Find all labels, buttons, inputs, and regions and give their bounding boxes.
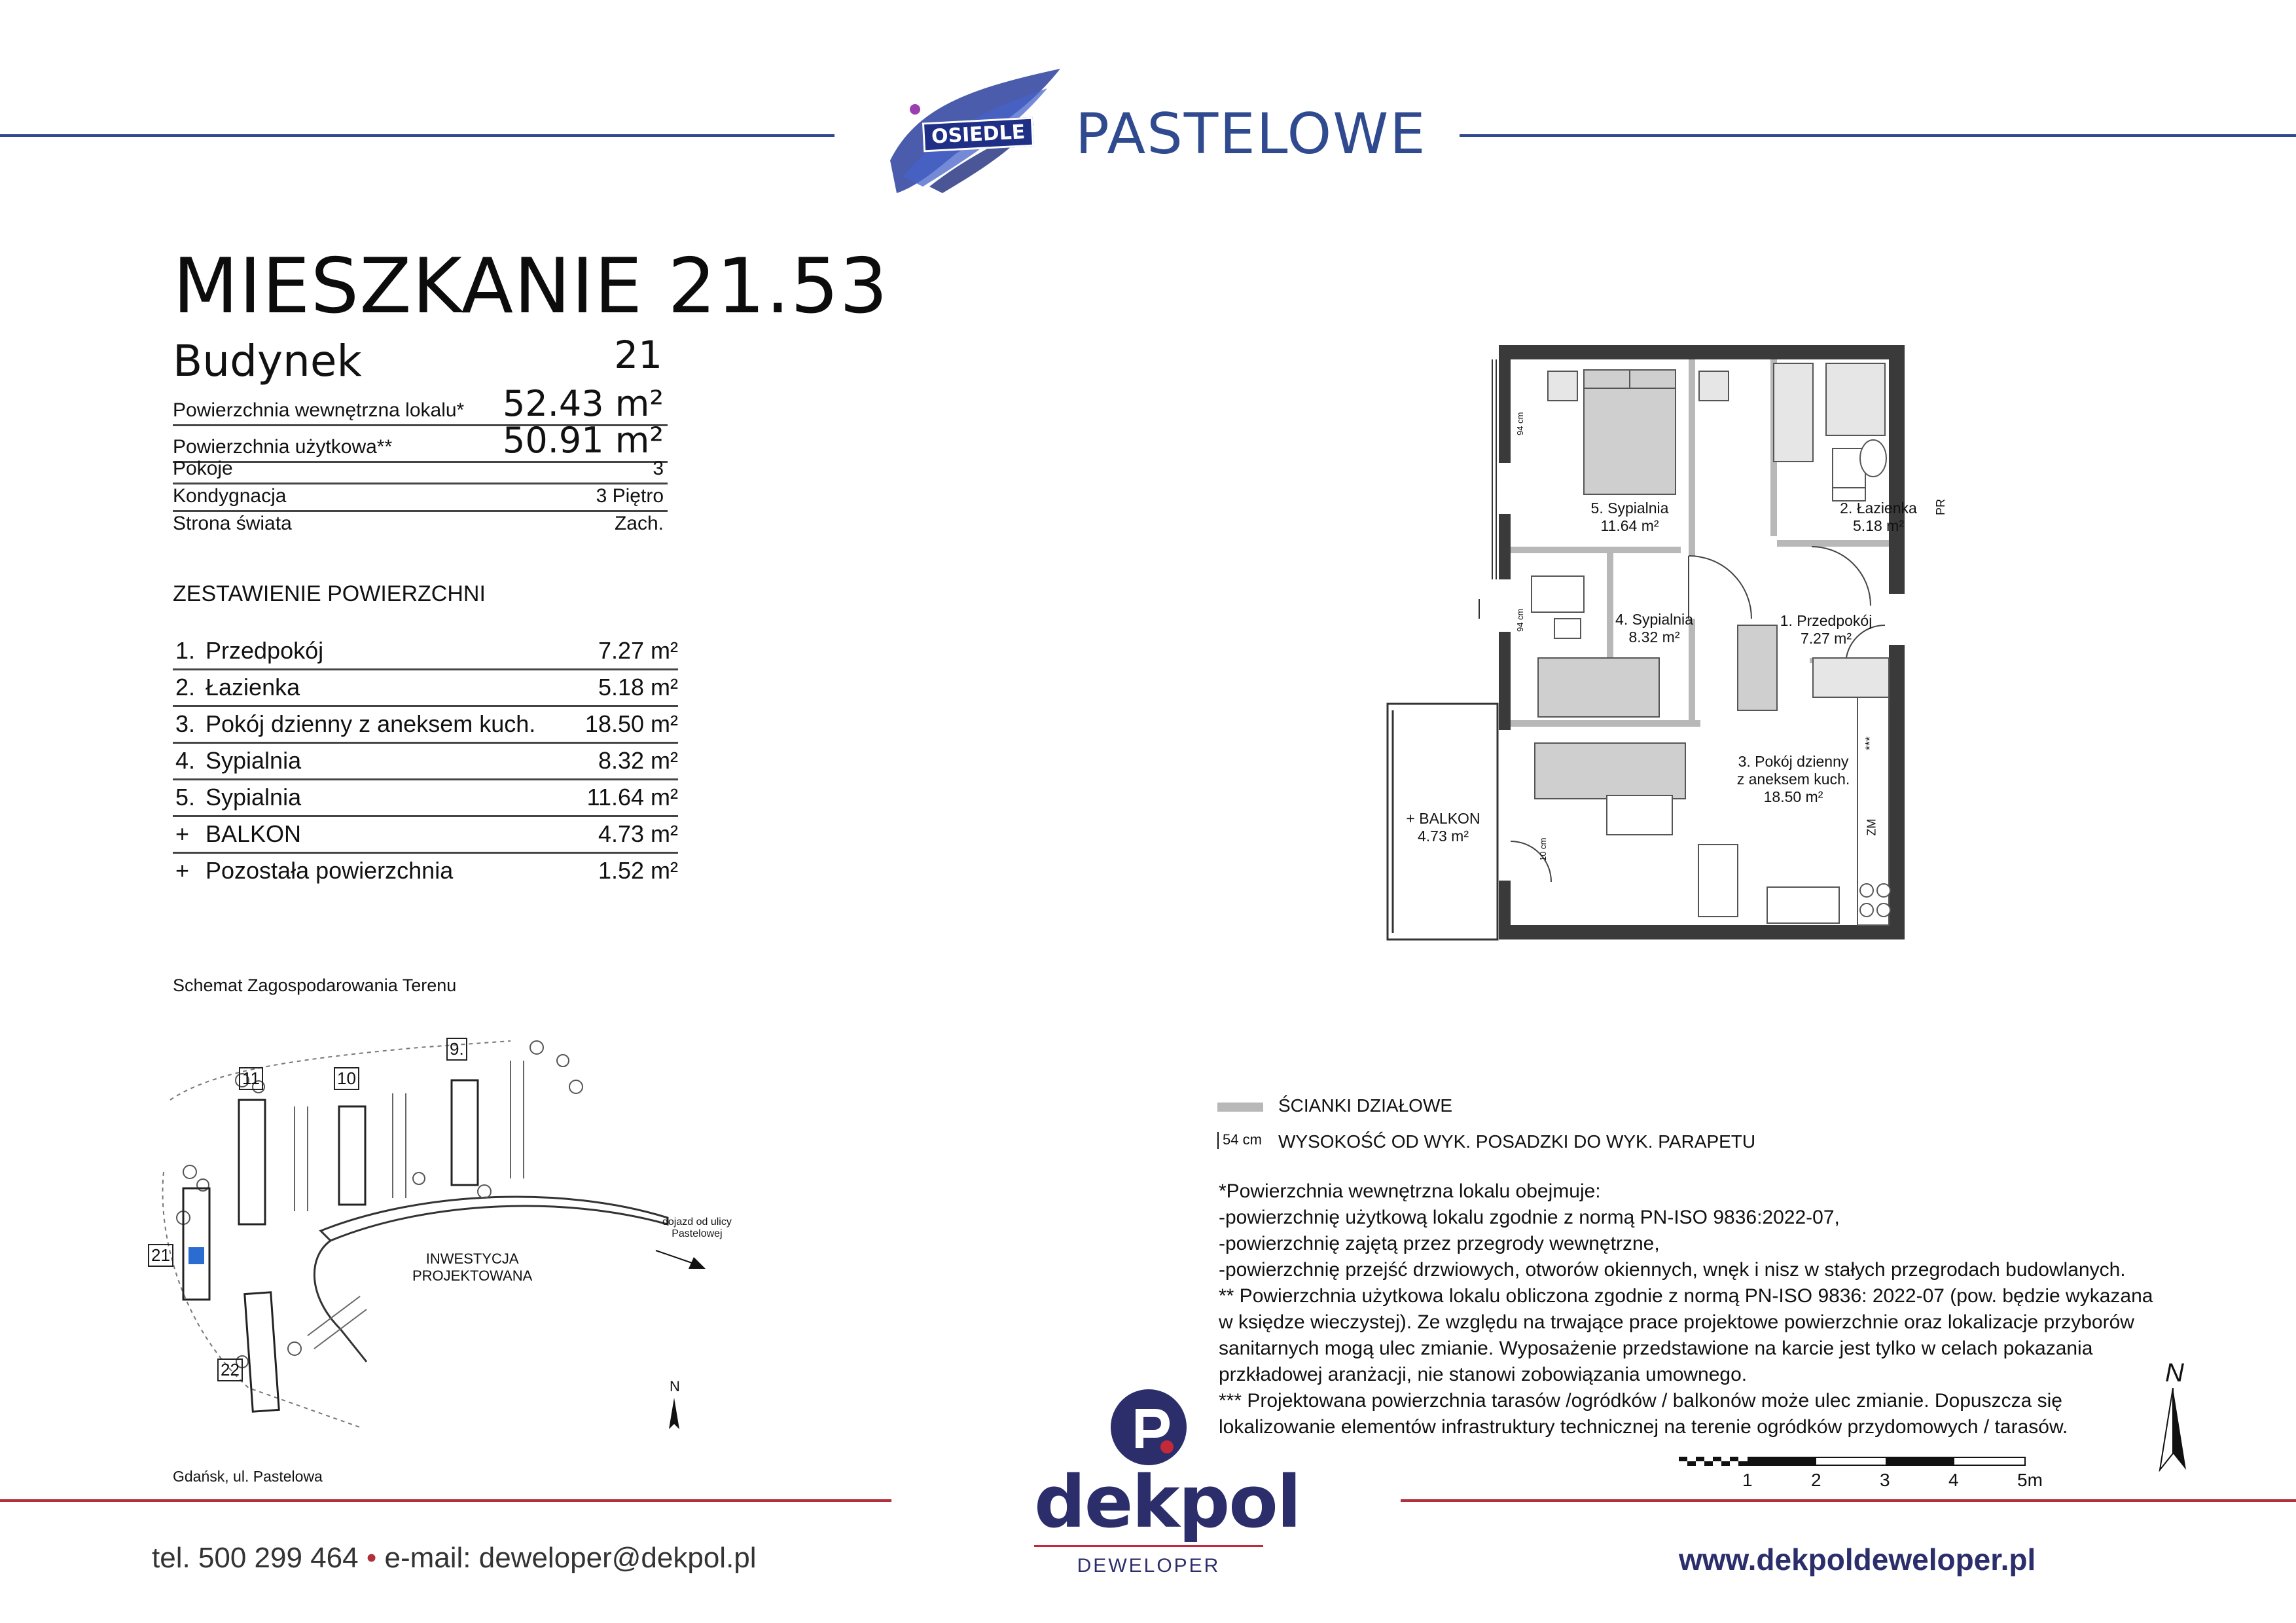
- balcony-area: 4.73 m²: [1418, 828, 1469, 845]
- summary-row: [173, 632, 678, 670]
- note-line: -powierzchnię zajętą przez przegrody wewnętrzne,: [1219, 1233, 1660, 1254]
- header-rule-left: [0, 134, 834, 137]
- room-4-name: 4. Sypialnia: [1615, 611, 1693, 628]
- summary-area: 7.27 m²: [598, 637, 678, 664]
- access-arrow-icon: [655, 1244, 707, 1277]
- developer-name: dekpol: [1034, 1460, 1300, 1544]
- sill-tag-icon: [1217, 1132, 1219, 1149]
- room-label-3: [1734, 753, 1852, 806]
- detail-label: Powierzchnia wewnętrzna lokalu*: [173, 399, 465, 421]
- footer-email[interactable]: e-mail: deweloper@dekpol.pl: [384, 1542, 757, 1574]
- footer-rule-right: [1401, 1499, 2296, 1502]
- building-marker-21: 21: [148, 1244, 173, 1267]
- investment-line2: PROJEKTOWANA: [412, 1267, 533, 1284]
- detail-value: 3 Piętro: [596, 485, 664, 507]
- detail-value: 3: [653, 458, 664, 479]
- building-marker-10: 10: [334, 1067, 359, 1090]
- tag-pr: PR: [1934, 498, 1947, 515]
- developer-logo: [1034, 1388, 1300, 1584]
- logo-badge: OSIEDLE: [922, 117, 1034, 153]
- access-line1: dojazd od ulicy: [662, 1216, 732, 1228]
- site-plan-heading: Schemat Zagospodarowania Terenu: [173, 976, 457, 995]
- room-label-1: [1774, 612, 1878, 647]
- legend-sill-tag: [1217, 1131, 1262, 1149]
- note-line: *Powierzchnia wewnętrzna lokalu obejmuje:: [1219, 1180, 1601, 1202]
- summary-heading: ZESTAWIENIE POWIERZCHNI: [173, 581, 486, 606]
- summary-area: 4.73 m²: [598, 820, 678, 847]
- room-3-name: 3. Pokój dzienny: [1738, 753, 1849, 770]
- scale-bar: [1679, 1457, 2026, 1466]
- summary-row: [173, 742, 678, 780]
- summary-area: 1.52 m²: [598, 857, 678, 884]
- dekpol-p-icon: [1109, 1388, 1188, 1467]
- summary-name: Przedpokój: [206, 637, 324, 664]
- scale-tick-label: 1: [1742, 1470, 1753, 1490]
- compass-label: N: [2165, 1359, 2184, 1387]
- tag-stars: ***: [1863, 736, 1877, 751]
- detail-value: Zach.: [614, 513, 664, 534]
- room-label-5: [1581, 500, 1679, 535]
- room-1-name: 1. Przedpokój: [1780, 612, 1873, 629]
- summary-name: Sypialnia: [206, 747, 302, 774]
- summary-num: 1.: [175, 637, 196, 664]
- note-line: sanitarnych mogą ulec zmianie. Wyposażenie przedstawione na karcie jest tylko w celach pokazania: [1219, 1338, 2093, 1359]
- scale-tick-label: 5m: [2017, 1470, 2043, 1490]
- tag-zm: ZM: [1865, 818, 1878, 836]
- brand-logo: [877, 62, 1073, 200]
- detail-label: Strona świata: [173, 513, 292, 534]
- summary-row: [173, 852, 678, 888]
- detail-label: Pokoje: [173, 458, 233, 479]
- note-line: *** Projektowana powierzchnia tarasów /ogródków / balkonów może ulec zmianie. Dopuszcza się: [1219, 1390, 2062, 1412]
- room-label-2: [1833, 500, 1924, 535]
- footer-phone[interactable]: tel. 500 299 464: [152, 1542, 359, 1574]
- balcony-name: + BALKON: [1406, 810, 1480, 827]
- legend-sill-label: WYSOKOŚĆ OD WYK. POSADZKI DO WYK. PARAPETU: [1278, 1131, 1756, 1152]
- summary-name: Łazienka: [206, 674, 300, 701]
- access-label: [662, 1216, 732, 1240]
- building-marker-22: 22: [217, 1359, 243, 1381]
- scale-tick-label: 4: [1948, 1470, 1959, 1490]
- room-4-area: 8.32 m²: [1628, 629, 1680, 646]
- sill-height-1: 94 cm: [1515, 412, 1525, 435]
- summary-num: 2.: [175, 674, 196, 701]
- building-label: Budynek: [173, 336, 362, 386]
- detail-label: Kondygnacja: [173, 485, 287, 507]
- header-rule-right: [1460, 134, 2296, 137]
- room-3-area: 18.50 m²: [1763, 788, 1823, 805]
- sill-height-2: 94 cm: [1515, 608, 1525, 632]
- developer-divider: [1034, 1545, 1263, 1547]
- note-line: -powierzchnię przejść drzwiowych, otworów okiennych, wnęk i nisz w stałych przegrodach budowlanych.: [1219, 1259, 2126, 1281]
- summary-area: 18.50 m²: [584, 710, 678, 737]
- building-marker-11: 11: [239, 1067, 263, 1090]
- room-5-name: 5. Sypialnia: [1590, 500, 1669, 517]
- summary-name: Pozostała powierzchnia: [206, 857, 454, 884]
- summary-num: 4.: [175, 747, 196, 774]
- footer-rule-left: [0, 1499, 891, 1502]
- room-1-area: 7.27 m²: [1801, 630, 1852, 647]
- scale-tick-label: 2: [1811, 1470, 1821, 1490]
- summary-num: +: [175, 820, 190, 847]
- note-line: przkładowej aranżacji, nie stanowi zobowiązania umownego.: [1219, 1364, 1748, 1385]
- site-plan: [144, 1021, 772, 1453]
- access-line2: Pastelowej: [672, 1228, 723, 1239]
- summary-name: BALKON: [206, 820, 302, 847]
- sill-tag-text: 54 cm: [1223, 1131, 1262, 1148]
- developer-sub: DEWELOPER: [1077, 1555, 1221, 1577]
- summary-name: Pokój dzienny z aneksem kuch.: [206, 710, 536, 737]
- sill-height-3: 10 cm: [1538, 837, 1548, 861]
- room-label-balcony: [1394, 810, 1492, 845]
- note-line: -powierzchnię użytkową lokalu zgodnie z normą PN-ISO 9836:2022-07,: [1219, 1207, 1840, 1228]
- location-label: Gdańsk, ul. Pastelowa: [173, 1468, 323, 1485]
- summary-area: 5.18 m²: [598, 674, 678, 701]
- summary-row: [173, 669, 678, 707]
- detail-value: 50.91 m²: [502, 420, 664, 461]
- summary-area: 11.64 m²: [586, 784, 678, 811]
- summary-row: [173, 816, 678, 854]
- summary-num: 3.: [175, 710, 196, 737]
- detail-row: [173, 483, 668, 512]
- compass-arrow-icon: [2153, 1388, 2193, 1473]
- investment-line1: INWESTYCJA: [425, 1250, 519, 1267]
- room-2-name: 2. Łazienka: [1840, 500, 1917, 517]
- detail-label: Powierzchnia użytkowa**: [173, 436, 393, 458]
- note-line: w księdze wieczystej). Ze względu na trwające prace projektowe powierzchnie oraz lokalizacje przyborów: [1219, 1311, 2134, 1333]
- investment-label: [412, 1250, 532, 1285]
- floor-plan: [1381, 344, 1983, 943]
- summary-row: [173, 779, 678, 817]
- site-north-label: N: [670, 1378, 680, 1395]
- legend-partition-swatch: [1217, 1103, 1263, 1112]
- footer-website[interactable]: www.dekpoldeweloper.pl: [1679, 1542, 2036, 1577]
- apartment-title: MIESZKANIE 21.53: [173, 242, 889, 331]
- summary-row: [173, 706, 678, 744]
- note-line: ** Powierzchnia użytkowa lokalu obliczona zgodnie z normą PN-ISO 9836: 2022-07 (pow. będzie wykazana: [1219, 1285, 2153, 1307]
- summary-name: Sypialnia: [206, 784, 302, 811]
- note-line: lokalizowanie elementów infrastruktury technicznej na terenie ogródków przydomowych / tarasów.: [1219, 1416, 2068, 1438]
- building-marker-9: 9.: [446, 1038, 467, 1061]
- summary-num: +: [175, 857, 190, 884]
- summary-num: 5.: [175, 784, 196, 811]
- summary-area: 8.32 m²: [598, 747, 678, 774]
- building-row: [173, 331, 668, 386]
- detail-value: 52.43 m²: [502, 383, 664, 424]
- detail-row: [173, 510, 668, 538]
- detail-row: [173, 455, 668, 484]
- footer-dot-icon: •: [366, 1542, 377, 1574]
- site-north-arrow-icon: [668, 1398, 681, 1431]
- room-3-sub: z aneksem kuch.: [1736, 771, 1850, 788]
- building-value: 21: [614, 333, 662, 377]
- scale-tick-label: 3: [1880, 1470, 1890, 1490]
- brand-name: PASTELOWE: [1075, 101, 1427, 167]
- notes: [1219, 1178, 2153, 1440]
- room-2-area: 5.18 m²: [1853, 517, 1904, 534]
- footer-contact: [152, 1542, 757, 1575]
- room-label-4: [1607, 611, 1702, 646]
- legend-partition-label: ŚCIANKI DZIAŁOWE: [1278, 1095, 1453, 1116]
- room-5-area: 11.64 m²: [1600, 517, 1659, 534]
